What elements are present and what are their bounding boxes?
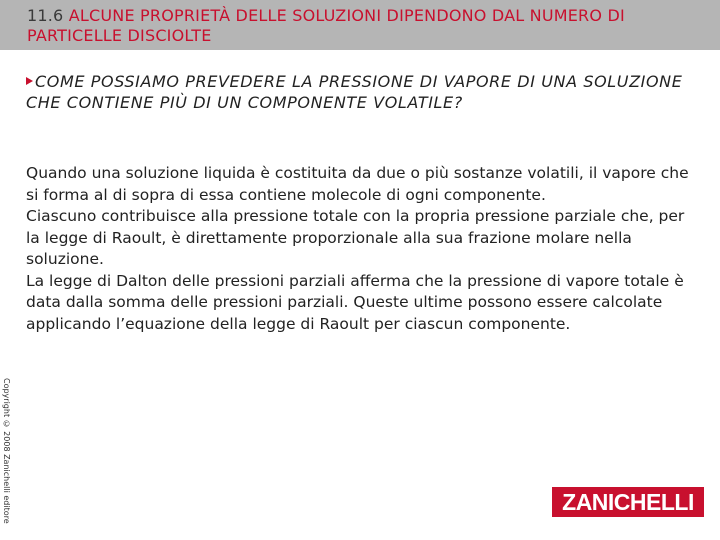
title-text: ALCUNE PROPRIETÀ DELLE SOLUZIONI DIPENDONO DAL NUMERO DI PARTICELLE DISCIOLTE <box>27 6 625 45</box>
body-text <box>26 163 694 335</box>
page-title <box>27 6 687 46</box>
section-question <box>26 71 686 113</box>
paragraph: La legge di Dalton delle pressioni parziali afferma che la pressione di vapore totale è data dalla somma delle pressioni parziali. Queste ultime possono essere calcolate applicando l’equazione della legge di Raoult per ciascun componente. <box>26 271 684 333</box>
question-text: COME POSSIAMO PREVEDERE LA PRESSIONE DI VAPORE DI UNA SOLUZIONE CHE CONTIENE PIÙ DI UN COMPONENTE VOLATILE? <box>26 72 683 112</box>
paragraph: Quando una soluzione liquida è costituita da due o più sostanze volatili, il vapore che si forma al di sopra di essa contiene molecole di ogni componente. <box>26 164 689 204</box>
triangle-right-icon <box>26 77 33 85</box>
paragraph: Ciascuno contribuisce alla pressione totale con la propria pressione parziale che, per la legge di Raoult, è direttamente proporzionale alla sua frazione molare nella soluzione. <box>26 207 685 268</box>
publisher-logo: ZANICHELLI <box>552 487 704 517</box>
section-number: 11.6 <box>27 6 64 25</box>
copyright-notice: Copyright © 2008 Zanichelli editore <box>2 378 11 524</box>
header-bar <box>0 0 720 50</box>
